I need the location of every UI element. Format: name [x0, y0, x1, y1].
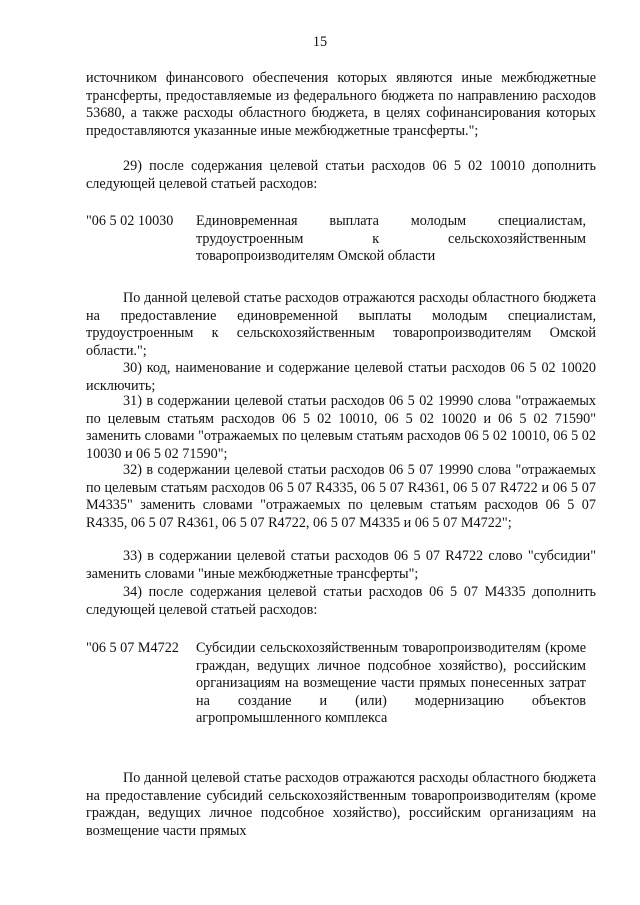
paragraph-funding-source: источником финансового обеспечения которых являются иные межбюджетные трансферты, предоставляемые из федерального бюджета по направлению расходов 53680, а также расходы областного бюджета, в целях софинансирования которых предоставляются указанные иные межбюджетные трансферты."; — [86, 70, 596, 139]
paragraph-item-32: 32) в содержании целевой статьи расходов 06 5 07 19990 слова "отражаемых по целевым статьям расходов 06 5 07 R4335, 06 5 07 R4361, 06 5 07 R4722 и 06 5 07 M4335" заменить словами "отражаемых по целевым статьям расходов 06 5 07 R4335, 06 5 07 R4361, 06 5 07 R4722, 06 5 07 M4335 и 06 5 07 M4722"; — [86, 462, 596, 531]
entry-description: Субсидии сельскохозяйственным товаропроизводителям (кроме граждан, ведущих личное подсобное хозяйство), российским организациям на возмещение части прямых понесенных затрат на создание и (или) модернизацию объектов агропромышленного комплекса — [196, 640, 586, 727]
paragraph-item-30: 30) код, наименование и содержание целевой статьи расходов 06 5 02 10020 исключить; — [86, 360, 596, 394]
paragraph-item-29: 29) после содержания целевой статьи расходов 06 5 02 10010 дополнить следующей целевой статьей расходов: — [86, 158, 596, 192]
paragraph-item-34: 34) после содержания целевой статьи расходов 06 5 07 M4335 дополнить следующей целевой статьей расходов: — [86, 584, 596, 618]
entry-code: "06 5 02 10030 — [86, 213, 174, 229]
budget-entry-06-5-02-10030 — [86, 213, 596, 273]
paragraph-description-10030: По данной целевой статье расходов отражаются расходы областного бюджета на предоставление единовременной выплаты молодым специалистам, трудоустроенным к сельскохозяйственным товаропроизводителям Омской области."; — [86, 290, 596, 359]
page-number: 15 — [312, 34, 328, 50]
entry-code: "06 5 07 M4722 — [86, 640, 179, 656]
paragraph-item-33: 33) в содержании целевой статьи расходов 06 5 07 R4722 слово "субсидии" заменить словами "иные межбюджетные трансферты"; — [86, 548, 596, 582]
entry-description: Единовременная выплата молодым специалистам, трудоустроенным к сельскохозяйственным товаропроизводителям Омской области — [196, 213, 586, 265]
paragraph-description-m4722: По данной целевой статье расходов отражаются расходы областного бюджета на предоставление субсидий сельскохозяйственным товаропроизводителям (кроме граждан, ведущих личное подсобное хозяйство), российским организациям на возмещение части прямых — [86, 770, 596, 839]
budget-entry-06-5-07-m4722 — [86, 640, 596, 750]
paragraph-item-31: 31) в содержании целевой статьи расходов 06 5 02 19990 слова "отражаемых по целевым статьям расходов 06 5 02 10010, 06 5 02 10020 и 06 5 02 71590" заменить словами "отражаемых по целевым статьям расходов 06 5 02 10010, 06 5 02 10030 и 06 5 02 71590"; — [86, 393, 596, 462]
